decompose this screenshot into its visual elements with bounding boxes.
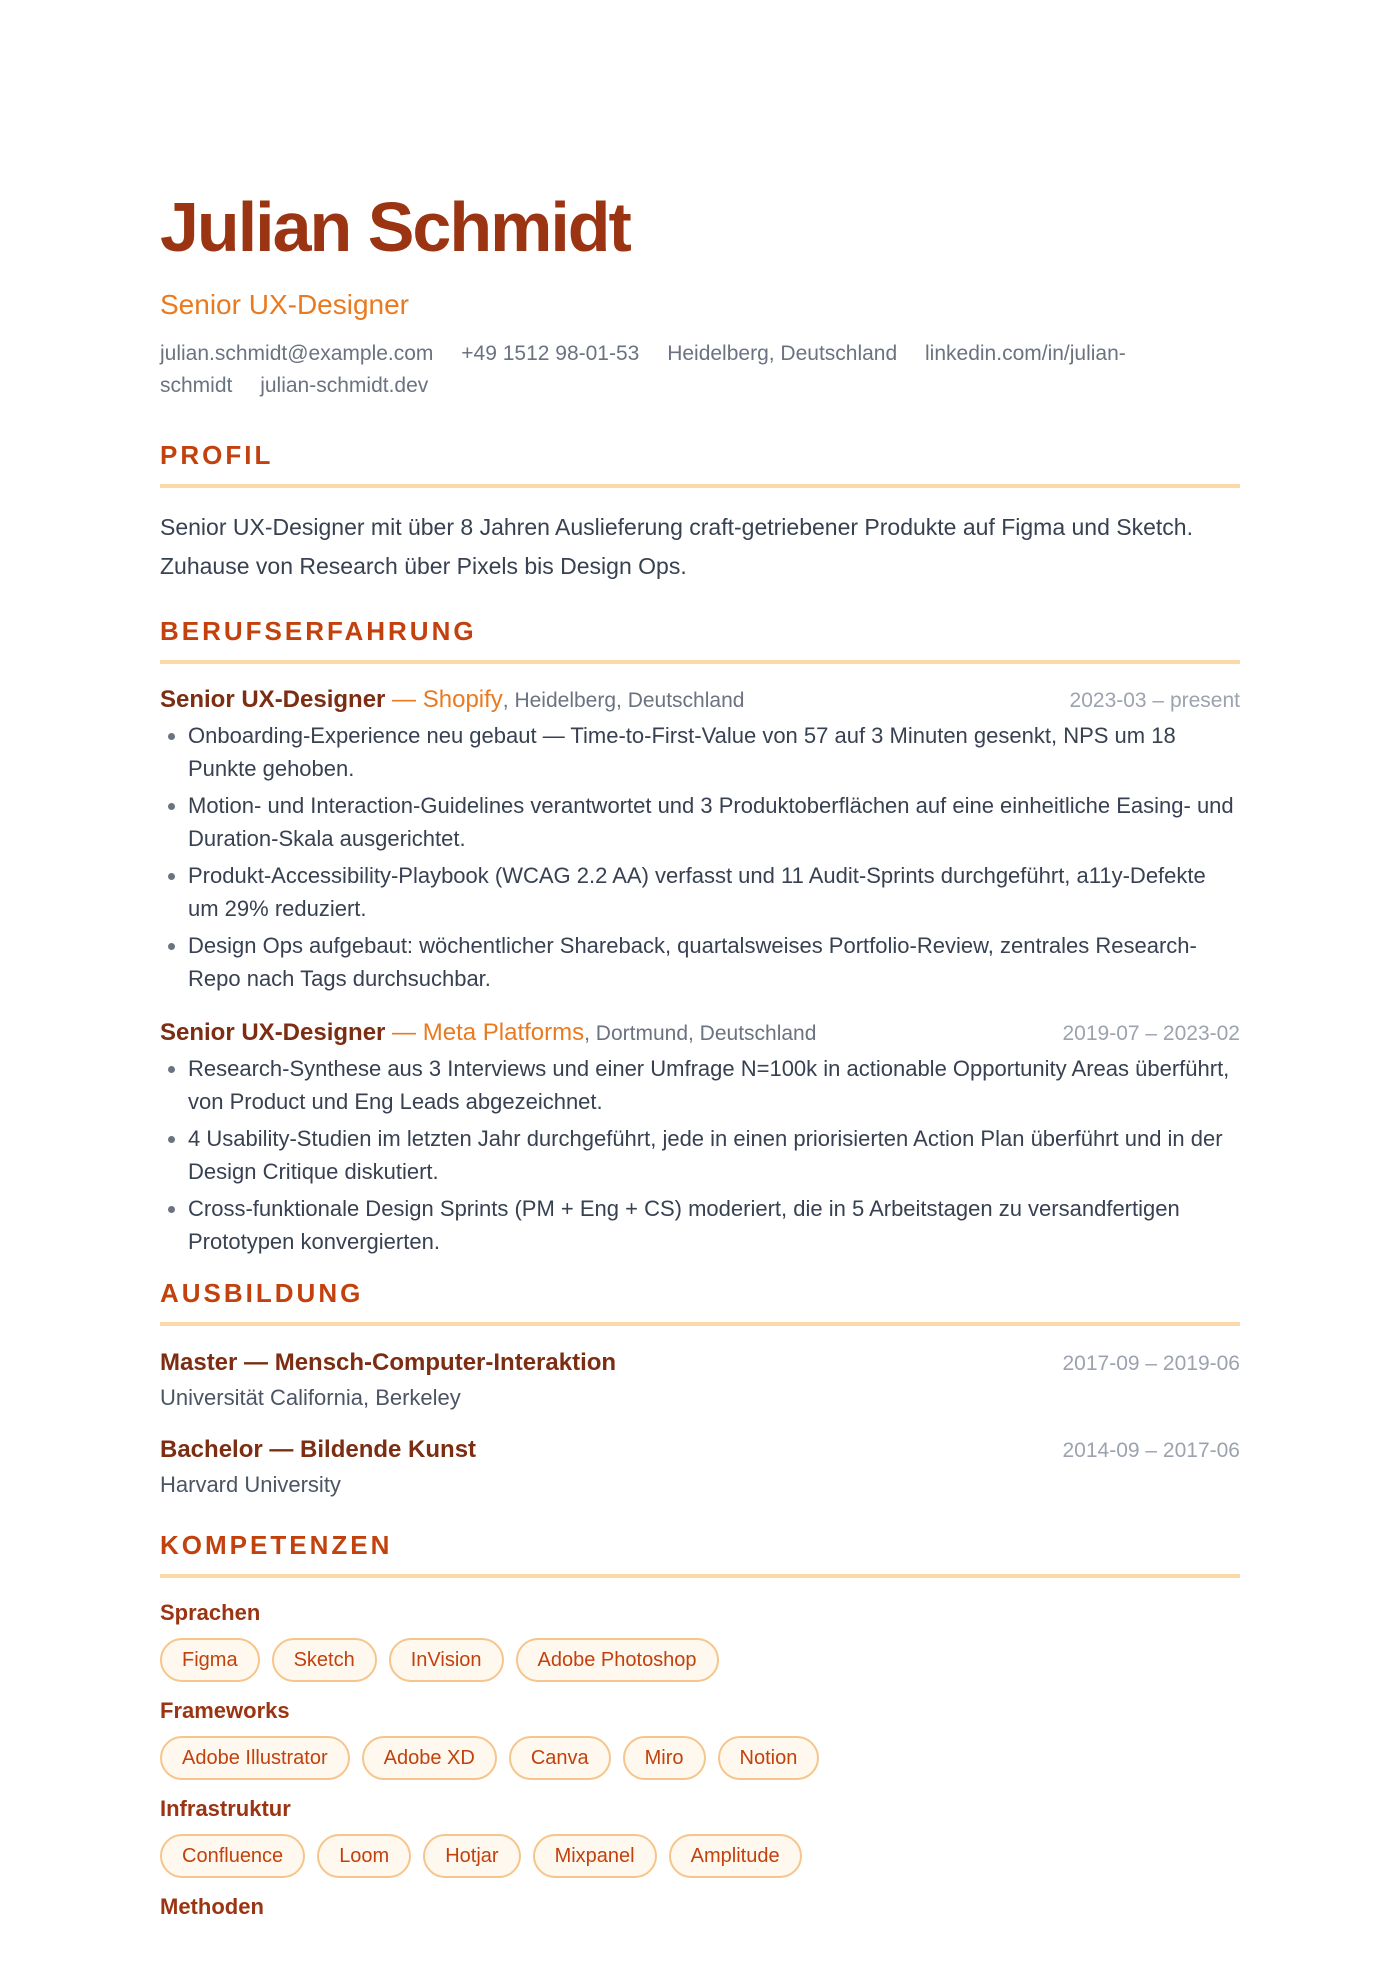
skill-chip: Miro xyxy=(623,1736,706,1780)
contact-linkedin[interactable]: linkedin.com/in/julian-schmidt xyxy=(160,341,1126,397)
profile-section xyxy=(160,439,1240,586)
skill-chip: Figma xyxy=(160,1638,260,1682)
job-bullet: • Motion- und Interaction-Guidelines verantwortet und 3 Produktoberflächen auf eine einheitliche Easing- und Duration-Skala ausgerichtet. xyxy=(188,789,1240,855)
education-section xyxy=(160,1277,1240,1502)
education-date: 2017-09 – 2019-06 xyxy=(1062,1351,1240,1375)
education-section-title: AUSBILDUNG xyxy=(160,1280,1240,1326)
profile-text: Senior UX-Designer mit über 8 Jahren Auslieferung craft-getriebener Produkte auf Figma und Sketch. Zuhause von Research über Pixels bis Design Ops. xyxy=(160,513,1193,579)
skill-chip: Canva xyxy=(509,1736,611,1780)
experience-section-title: BERUFSERFAHRUNG xyxy=(160,618,1240,664)
job-entry xyxy=(160,684,1240,995)
job-bullet: • Produkt-Accessibility-Playbook (WCAG 2.2 AA) verfasst und 11 Audit-Sprints durchgeführt, a11y-Defekte um 29% reduziert. xyxy=(188,859,1240,925)
job-date: 2023-03 – present xyxy=(1069,688,1240,712)
contact-website[interactable]: julian-schmidt.dev xyxy=(260,373,429,397)
skill-group xyxy=(160,1696,1240,1780)
skill-chip: Sketch xyxy=(272,1638,377,1682)
skill-chips xyxy=(160,1834,1240,1878)
job-bullet: • Cross-funktionale Design Sprints (PM + Eng + CS) moderiert, die in 5 Arbeitstagen zu versandfertigen Prototypen konvergierten. xyxy=(188,1192,1240,1258)
education-degree: Bachelor — Bildende Kunst xyxy=(160,1435,477,1463)
skill-group-label: Methoden xyxy=(160,1893,264,1919)
profile-section-title: PROFIL xyxy=(160,442,1240,488)
skills-groups xyxy=(160,1598,1240,1922)
education-entry xyxy=(160,1346,1240,1415)
contact-location: Heidelberg, Deutschland xyxy=(667,341,898,365)
job-separator: — xyxy=(385,1018,423,1046)
skill-group xyxy=(160,1892,1240,1922)
job-date: 2019-07 – 2023-02 xyxy=(1062,1021,1240,1045)
skill-chip: Adobe Illustrator xyxy=(160,1736,350,1780)
skill-chips xyxy=(160,1638,1240,1682)
skill-chip: InVision xyxy=(389,1638,504,1682)
job-entry xyxy=(160,1017,1240,1258)
education-degree: Master — Mensch-Computer-Interaktion xyxy=(160,1348,617,1376)
skills-section-title: KOMPETENZEN xyxy=(160,1532,1240,1578)
skills-section xyxy=(160,1529,1240,1922)
resume-header xyxy=(160,188,1240,402)
job-separator: — xyxy=(385,685,423,713)
skill-group xyxy=(160,1598,1240,1682)
candidate-name: Julian Schmidt xyxy=(160,188,630,266)
job-role: Senior UX-Designer xyxy=(160,1018,386,1046)
education-school: Harvard University xyxy=(160,1471,341,1497)
education-entry xyxy=(160,1433,1240,1502)
skill-chip: Confluence xyxy=(160,1834,305,1878)
job-company: Meta Platforms xyxy=(422,1018,585,1046)
experience-section xyxy=(160,615,1240,1258)
job-bullets xyxy=(160,1052,1240,1258)
skill-chip: Hotjar xyxy=(423,1834,520,1878)
skill-group-label: Frameworks xyxy=(160,1697,290,1723)
skill-group xyxy=(160,1794,1240,1878)
education-school: Universität California, Berkeley xyxy=(160,1384,461,1410)
candidate-title: Senior UX-Designer xyxy=(160,289,409,320)
job-location: , Heidelberg, Deutschland xyxy=(502,688,745,712)
education-date: 2014-09 – 2017-06 xyxy=(1062,1438,1240,1462)
job-location: , Dortmund, Deutschland xyxy=(584,1021,817,1045)
skill-chip: Adobe Photoshop xyxy=(516,1638,719,1682)
job-bullet: • Onboarding-Experience neu gebaut — Time-to-First-Value von 57 auf 3 Minuten gesenkt, NPS um 18 Punkte gehoben. xyxy=(188,719,1240,785)
job-bullet: • Design Ops aufgebaut: wöchentlicher Shareback, quartalsweises Portfolio-Review, zentrales Research-Repo nach Tags durchsuchbar. xyxy=(188,929,1240,995)
job-role: Senior UX-Designer xyxy=(160,685,386,713)
skill-chip: Notion xyxy=(718,1736,820,1780)
job-bullet: • Research-Synthese aus 3 Interviews und einer Umfrage N=100k in actionable Opportunity Areas überführt, von Product und Eng Leads abgezeichnet. xyxy=(188,1052,1240,1118)
skill-chip: Loom xyxy=(317,1834,411,1878)
contact-line xyxy=(160,338,1220,402)
job-company: Shopify xyxy=(422,685,503,713)
contact-email[interactable]: julian.schmidt@example.com xyxy=(160,341,434,365)
job-bullet: • 4 Usability-Studien im letzten Jahr durchgeführt, jede in einen priorisierten Action Plan überführt und in der Design Critique diskutiert. xyxy=(188,1122,1240,1188)
skill-chip: Amplitude xyxy=(669,1834,802,1878)
contact-phone[interactable]: +49 1512 98-01-53 xyxy=(461,341,640,365)
resume-content xyxy=(160,180,1240,1936)
skill-chip: Mixpanel xyxy=(533,1834,657,1878)
skill-group-label: Sprachen xyxy=(160,1599,261,1625)
skill-group-label: Infrastruktur xyxy=(160,1795,291,1821)
skill-chips xyxy=(160,1736,1240,1780)
skill-chip: Adobe XD xyxy=(362,1736,497,1780)
job-bullets xyxy=(160,719,1240,995)
